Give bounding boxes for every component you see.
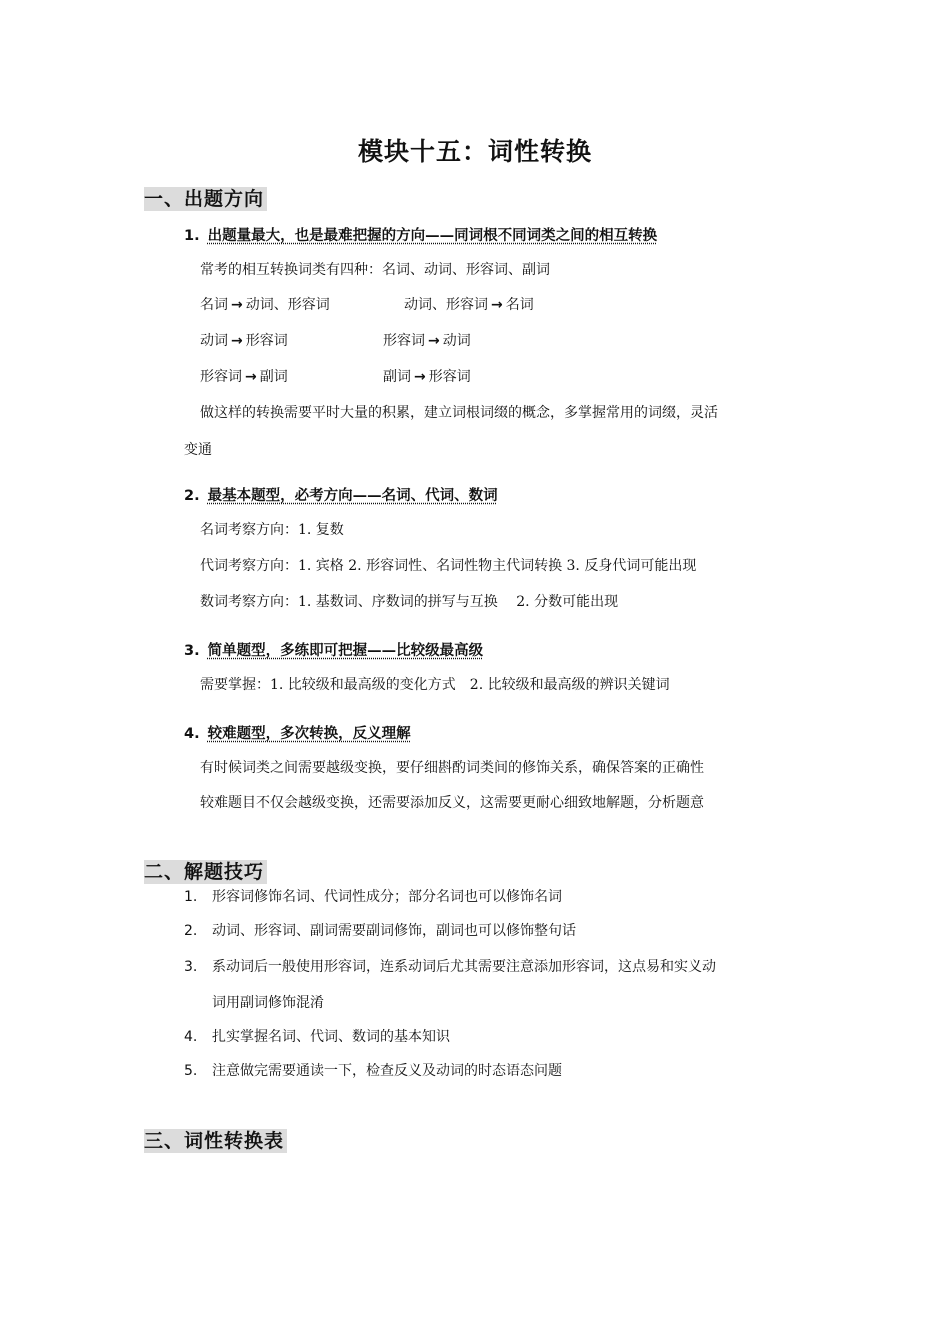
conversion-row-1 bbox=[200, 294, 534, 316]
list-text: 注意做完需要通读一下，检查反义及动词的时态语态问题 bbox=[212, 1063, 562, 1079]
conversion-pair-right bbox=[383, 330, 471, 352]
list-item bbox=[184, 956, 716, 978]
detail-line bbox=[200, 519, 344, 541]
detail-text: 1. 复数 bbox=[298, 522, 344, 538]
pair-from: 副词 bbox=[383, 369, 411, 385]
subheading-number: 4. bbox=[184, 726, 200, 742]
conversion-pair-right bbox=[383, 366, 471, 388]
section-heading-direction: 一、出题方向 bbox=[144, 187, 267, 211]
page-title: 模块十五：词性转换 bbox=[357, 137, 592, 166]
arrow-icon: → bbox=[231, 333, 243, 349]
pair-to: 名词 bbox=[505, 297, 534, 313]
paragraph-line: 变通 bbox=[184, 442, 212, 458]
pair-to: 动词 bbox=[442, 333, 471, 349]
pair-from: 名词 bbox=[200, 297, 228, 313]
pair-from: 形容词 bbox=[383, 333, 425, 349]
pair-from: 形容词 bbox=[200, 369, 242, 385]
detail-text: 1. 宾格 2. 形容词性、名词性物主代词转换 3. 反身代词可能出现 bbox=[298, 558, 697, 574]
pair-to: 副词 bbox=[259, 369, 288, 385]
detail-line: 有时候词类之间需要越级变换，要仔细斟酌词类间的修饰关系，确保答案的正确性 bbox=[200, 760, 704, 776]
list-number: 5. bbox=[184, 1063, 198, 1079]
pair-to: 形容词 bbox=[245, 333, 288, 349]
subheading-number: 2. bbox=[184, 488, 200, 504]
arrow-icon: → bbox=[414, 369, 426, 385]
subheading-text: 简单题型，多练即可把握——比较级最高级 bbox=[207, 642, 484, 659]
subheading-number: 1. bbox=[184, 228, 200, 244]
section-heading-tips: 二、解题技巧 bbox=[144, 860, 267, 884]
intro-line: 常考的相互转换词类有四种：名词、动词、形容词、副词 bbox=[200, 262, 550, 278]
list-number: 3. bbox=[184, 959, 198, 975]
detail-line bbox=[200, 555, 696, 577]
list-number: 1. bbox=[184, 889, 198, 905]
detail-line: 较难题目不仅会越级变换，还需要添加反义，这需要更耐心细致地解题，分析题意 bbox=[200, 795, 704, 811]
conversion-row-2 bbox=[200, 330, 471, 352]
arrow-icon: → bbox=[231, 297, 243, 313]
list-text: 动词、形容词、副词需要副词修饰，副词也可以修饰整句话 bbox=[212, 923, 576, 939]
subheading-number: 3. bbox=[184, 643, 200, 659]
list-text: 系动词后一般使用形容词，连系动词后尤其需要注意添加形容词，这点易和实义动 bbox=[212, 959, 716, 975]
list-item bbox=[184, 920, 576, 942]
pair-from: 动词 bbox=[200, 333, 228, 349]
list-item bbox=[184, 886, 562, 908]
detail-label: 数词考察方向： bbox=[200, 594, 298, 610]
list-item-continuation: 词用副词修饰混淆 bbox=[212, 995, 324, 1011]
list-item bbox=[184, 1060, 562, 1082]
detail-line bbox=[200, 674, 670, 696]
list-number: 2. bbox=[184, 923, 198, 939]
subheading-3 bbox=[184, 640, 483, 662]
conversion-pair-right bbox=[404, 294, 534, 316]
subheading-text: 出题量最大，也是最难把握的方向——同词根不同词类之间的相互转换 bbox=[207, 227, 658, 244]
detail-label: 代词考察方向： bbox=[200, 558, 298, 574]
conversion-row-3 bbox=[200, 366, 471, 388]
list-text: 形容词修饰名词、代词性成分；部分名词也可以修饰名词 bbox=[212, 889, 562, 905]
list-text: 扎实掌握名词、代词、数词的基本知识 bbox=[212, 1029, 450, 1045]
detail-label: 名词考察方向： bbox=[200, 522, 298, 538]
pair-to: 形容词 bbox=[428, 369, 471, 385]
paragraph-line: 做这样的转换需要平时大量的积累，建立词根词缀的概念，多掌握常用的词缀，灵活 bbox=[200, 405, 718, 421]
detail-line bbox=[200, 591, 618, 613]
pair-to: 动词、形容词 bbox=[245, 297, 330, 313]
detail-text: 1. 基数词、序数词的拼写与互换 2. 分数可能出现 bbox=[298, 594, 619, 610]
subheading-text: 较难题型，多次转换，反义理解 bbox=[207, 725, 411, 742]
section-heading-table: 三、词性转换表 bbox=[144, 1129, 287, 1153]
arrow-icon: → bbox=[491, 297, 503, 313]
subheading-2 bbox=[184, 485, 498, 507]
arrow-icon: → bbox=[245, 369, 257, 385]
detail-text: 1. 比较级和最高级的变化方式 2. 比较级和最高级的辨识关键词 bbox=[270, 677, 670, 693]
list-item bbox=[184, 1026, 450, 1048]
subheading-text: 最基本题型，必考方向——名词、代词、数词 bbox=[207, 487, 498, 504]
subheading-4 bbox=[184, 723, 411, 745]
arrow-icon: → bbox=[428, 333, 440, 349]
subheading-1 bbox=[184, 225, 657, 247]
pair-from: 动词、形容词 bbox=[404, 297, 488, 313]
detail-label: 需要掌握： bbox=[200, 677, 270, 693]
list-number: 4. bbox=[184, 1029, 198, 1045]
